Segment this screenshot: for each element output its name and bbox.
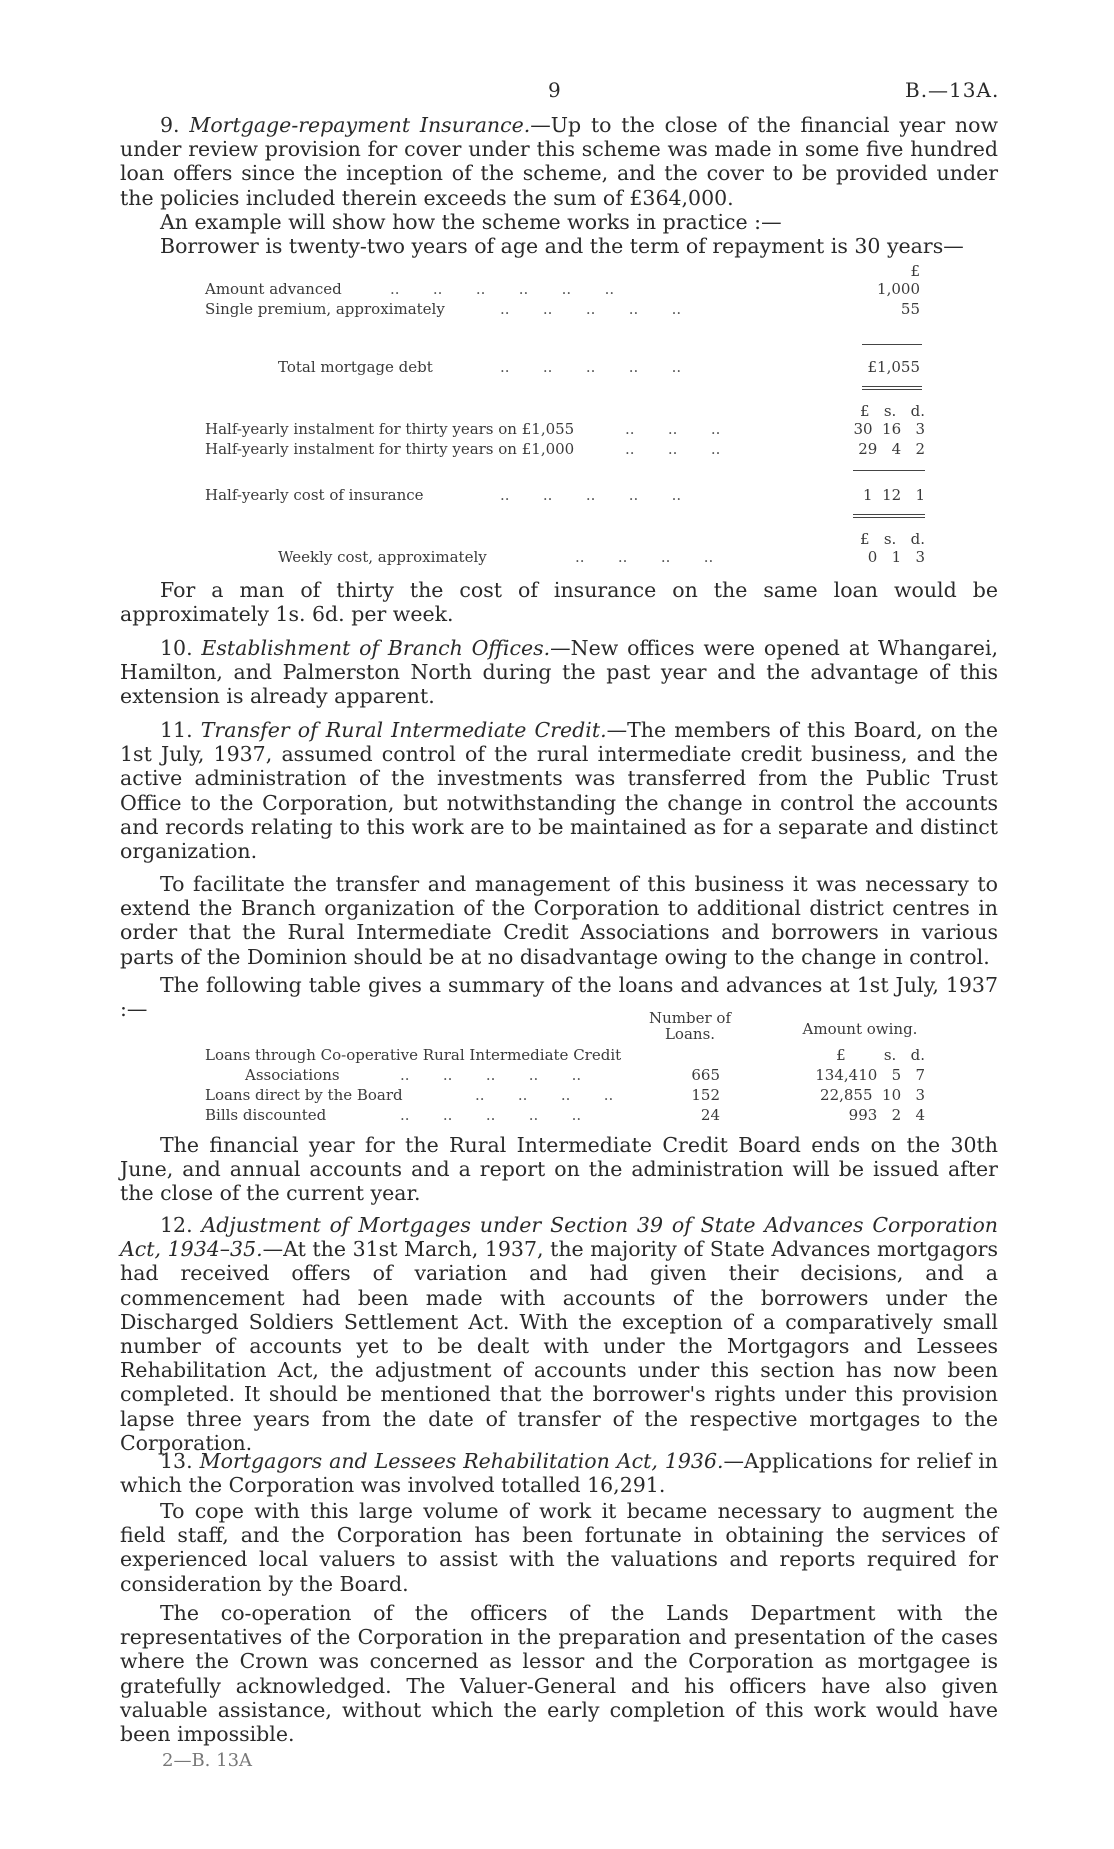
pound-header: £	[910, 262, 920, 280]
instalment-1055-value: 30 16 3	[853, 420, 925, 438]
loans-row-3-label: Bills discounted	[205, 1106, 327, 1124]
instalment-1000-value: 29 4 2	[858, 440, 925, 458]
col-number-header	[640, 1010, 740, 1042]
section-13-number: 13.	[160, 1449, 200, 1473]
col-number-header-line1: Number of	[648, 1009, 731, 1027]
section-11-paragraph-3	[120, 973, 998, 1021]
loans-row-2-amount: 22,855 10 3	[820, 1086, 925, 1104]
amount-advanced-label: Amount advanced	[205, 280, 342, 298]
document-reference: B.—13A.	[905, 78, 1000, 102]
section-9-text: —Up to the close of the financial year now under review provision for cover under this scheme was made in some five hundred loan offers since the inception of the scheme, and the cover to be provided under the policies included therein exceeds the sum of £364,000.	[120, 113, 998, 210]
amount-advanced-value: 1,000	[877, 280, 920, 298]
loans-lsd-header: £ s. d.	[836, 1046, 925, 1064]
section-11-paragraph-2	[120, 872, 998, 969]
col-number-header-line2: Loans.	[664, 1025, 716, 1043]
section-9-intro	[120, 210, 998, 234]
instalment-1055-label: Half-yearly instalment for thirty years on £1,055	[205, 420, 575, 438]
financial-year-text: The financial year for the Rural Intermediate Credit Board ends on the 30th June, and annual accounts and a report on the administration will be issued after the close of the current year.	[120, 1133, 998, 1206]
section-12-paragraph	[120, 1213, 998, 1455]
insurance-cost-note	[120, 578, 998, 626]
weekly-cost-label: Weekly cost, approximately	[278, 548, 487, 566]
section-13-paragraph	[120, 1449, 998, 1497]
section-9-borrower-text: Borrower is twenty-two years of age and the term of repayment is 30 years—	[160, 234, 964, 258]
loans-row-3-amount: 993 2 4	[848, 1106, 925, 1124]
single-premium-value: 55	[900, 300, 920, 318]
section-9-title: Mortgage-repayment Insurance.	[189, 113, 531, 137]
financial-year-paragraph	[120, 1133, 998, 1206]
section-12-text: —At the 31st March, 1937, the majority of State Advances mortgagors had received offers of variation and had given their decisions, and a commencement had been made with accounts of the borrowers under the Discharged Soldiers Settlement Act. With the exception of a comparatively small number of accounts yet to be dealt with under the Mortgagors and Lessees Rehabilitation Act, the adjustment of accounts under this section has now been completed. It should be mentioned that the borrower's rights under this provision lapse three years from the date of transfer of the respective mortgages to the Corporation.	[120, 1237, 998, 1455]
section-13-title: Mortgagors and Lessees Rehabilitation Act, 1936.	[199, 1449, 724, 1473]
section-9-borrower	[120, 234, 998, 258]
page-footer: 2—B. 13A	[162, 1750, 253, 1771]
total-mortgage-value: £1,055	[867, 358, 920, 376]
insurance-cost-note-text: For a man of thirty the cost of insurance on the same loan would be approximately 1s. 6d. per week.	[120, 578, 998, 627]
section-9-number: 9.	[160, 113, 190, 137]
section-11-paragraph-3-text: The following table gives a summary of the loans and advances at 1st July, 1937 :—	[120, 973, 998, 1022]
section-11-paragraph	[120, 718, 998, 863]
section-10-text: —New offices were opened at Whangarei, Hamilton, and Palmerston North during the past year and the advantage of this extension is already apparent.	[120, 636, 999, 709]
loans-row-1-amount: 134,410 5 7	[815, 1066, 925, 1084]
single-premium-label: Single premium, approximately	[205, 300, 445, 318]
weekly-cost-value: 0 1 3	[867, 548, 925, 566]
section-13-paragraph-2-text: To cope with this large volume of work it became necessary to augment the field staff, and the Corporation has been fortunate in obtaining the services of experienced local valuers to assist with the valuations and reports required for consideration by the Board.	[120, 1499, 998, 1596]
section-10-title: Establishment of Branch Offices.	[201, 636, 551, 660]
insurance-cost-value: 1 12 1	[862, 486, 925, 504]
loans-row-1-label: Loans through Co-operative Rural Intermediate Credit	[205, 1046, 622, 1064]
section-11-number: 11.	[160, 718, 201, 742]
lsd-header-2: £ s. d.	[860, 530, 925, 548]
insurance-cost-label: Half-yearly cost of insurance	[205, 486, 424, 504]
col-amount-header: Amount owing.	[802, 1020, 918, 1038]
instalment-1000-label: Half-yearly instalment for thirty years on £1,000	[205, 440, 575, 458]
section-12-title: Adjustment of Mortgages under Section 39 of State Advances Corporation Act, 1934–35.	[120, 1213, 998, 1262]
section-13-paragraph-3	[120, 1601, 998, 1746]
loans-row-1-number: 665	[691, 1066, 720, 1084]
section-12-number: 12.	[160, 1213, 202, 1237]
section-13-paragraph-2	[120, 1499, 998, 1596]
section-10-paragraph	[120, 636, 998, 709]
page-number: 9	[548, 78, 561, 102]
section-11-title: Transfer of Rural Intermediate Credit.	[200, 718, 607, 742]
total-mortgage-label: Total mortgage debt	[278, 358, 433, 376]
section-9-intro-text: An example will show how the scheme works in practice :—	[160, 210, 782, 234]
section-11-text: —The members of this Board, on the 1st July, 1937, assumed control of the rural intermediate credit business, and the active administration of the investments was transferred from the Public Trust Office to the Corporation, but notwithstanding the change in control the accounts and records relating to this work are to be maintained as for a separate and distinct organization.	[120, 718, 998, 864]
loans-row-2-label: Loans direct by the Board	[205, 1086, 403, 1104]
section-11-paragraph-2-text: To facilitate the transfer and management of this business it was necessary to extend the Branch organization of the Corporation to additional district centres in order that the Rural Intermediate Credit Associations and borrowers in various parts of the Dominion should be at no disadvantage owing to the change in control.	[120, 872, 998, 969]
lsd-header: £ s. d.	[860, 402, 925, 420]
section-10-number: 10.	[160, 636, 202, 660]
section-13-text: —Applications for relief in which the Corporation was involved totalled 16,291.	[120, 1449, 999, 1498]
section-9-paragraph	[120, 113, 998, 210]
loans-row-3-number: 24	[700, 1106, 720, 1124]
loans-row-1-label-2: Associations	[245, 1066, 340, 1084]
loans-row-2-number: 152	[691, 1086, 720, 1104]
section-13-paragraph-3-text: The co-operation of the officers of the Lands Department with the representatives of the Corporation in the preparation and presentation of the cases where the Crown was concerned as lessor and the Corporation as mortgagee is gratefully acknowledged. The Valuer-General and his officers have also given valuable assistance, without which the early completion of this work would have been impossible.	[120, 1601, 998, 1747]
